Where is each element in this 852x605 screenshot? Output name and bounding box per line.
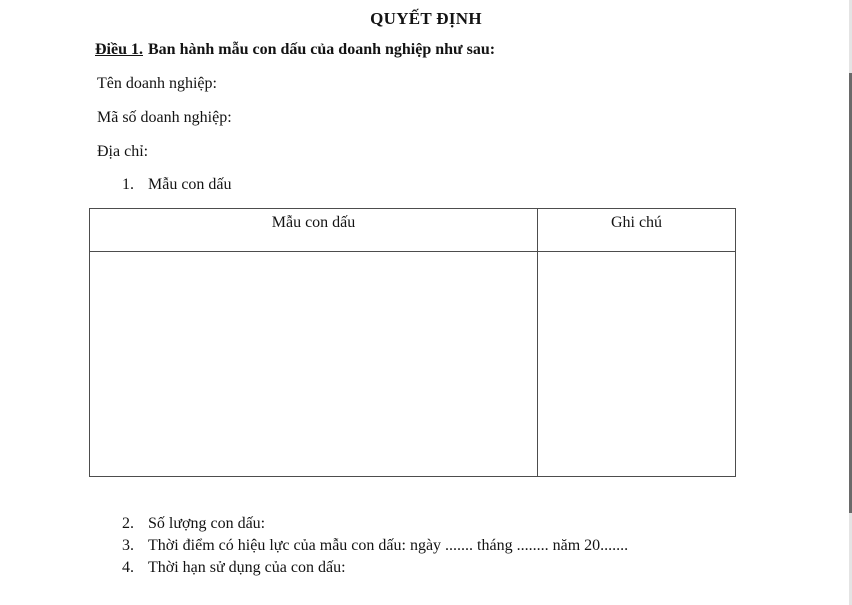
list-item-2-text: Số lượng con dấu: (148, 515, 266, 532)
list-item-3 (122, 535, 852, 557)
article-1-label: Điều 1. (95, 41, 143, 58)
field-company-name: Tên doanh nghiệp: (97, 75, 217, 92)
document-title: QUYẾT ĐỊNH (370, 9, 482, 28)
list-item-4-number: 4. (122, 559, 134, 576)
list-item-2 (122, 513, 852, 535)
list-item-1-number: 1. (122, 176, 134, 193)
stamp-sample-table (89, 208, 736, 477)
article-1-line (95, 41, 852, 59)
field-company-code: Mã số doanh nghiệp: (97, 109, 232, 126)
items-after-table (0, 513, 852, 579)
field-address: Địa chỉ: (97, 143, 149, 160)
list-item-1 (122, 174, 852, 196)
list-item-1-text: Mẫu con dấu (148, 176, 232, 193)
list-item-3-number: 3. (122, 537, 134, 554)
list-item-4-text: Thời hạn sử dụng của con dấu: (148, 559, 346, 576)
table-body-row (90, 252, 736, 477)
list-item-2-number: 2. (122, 515, 134, 532)
article-1-text: Ban hành mẫu con dấu của doanh nghiệp như sau: (148, 41, 496, 58)
list-item-3-text: Thời điểm có hiệu lực của mẫu con dấu: ngày ....... tháng ........ năm 20....... (148, 537, 629, 554)
stamp-sample-cell (90, 252, 538, 477)
table-header-row (90, 209, 736, 252)
note-cell (538, 252, 736, 477)
table-header-stamp-sample: Mẫu con dấu (90, 209, 538, 252)
list-item-4 (122, 557, 852, 579)
table-header-note: Ghi chú (538, 209, 736, 252)
